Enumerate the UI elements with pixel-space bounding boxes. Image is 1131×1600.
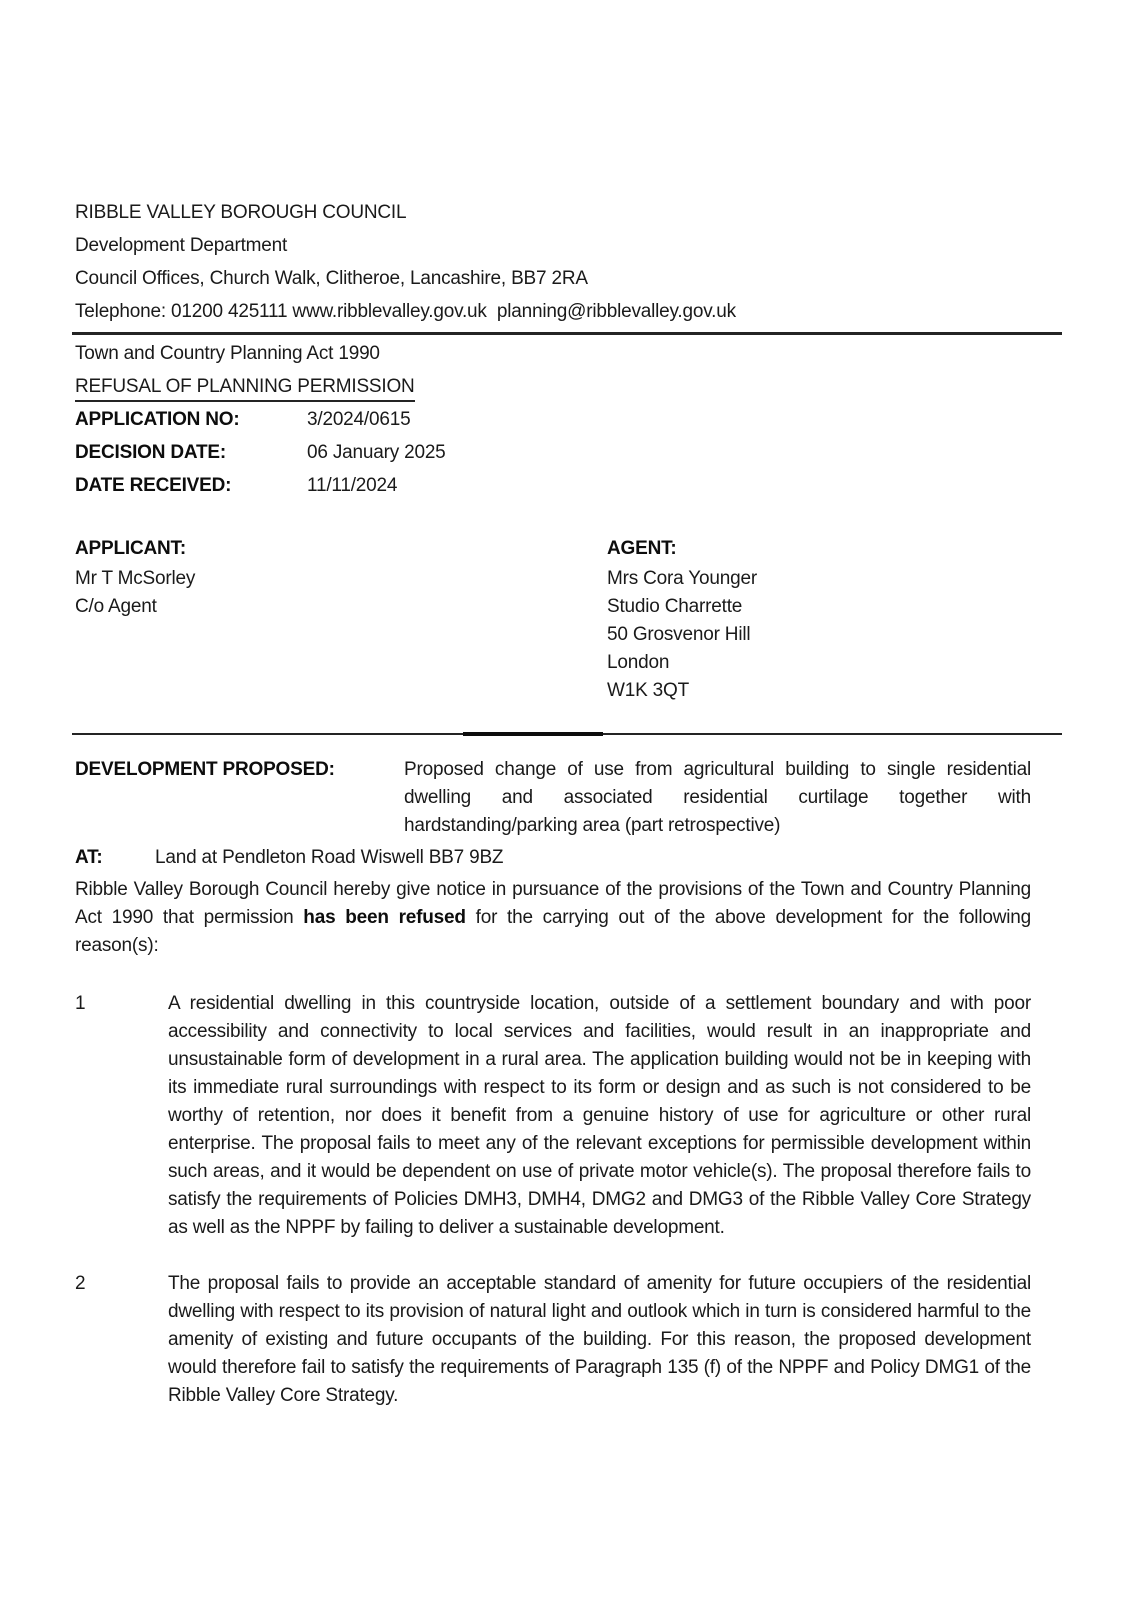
reason-1-text: A residential dwelling in this countryside location, outside of a settlement boundary and with poor accessibility and connectivity to local services and facilities, would result in an inappropriate and unsustainable form of development in a rural area. The application building would not be in keeping with its immediate rural surroundings with respect to its form or design and as such is not considered to be worthy of retention, nor does it benefit from a genuine history of use for agriculture or other rural enterprise. The proposal fails to meet any of the relevant exceptions for permissible development within such areas, and it would be dependent on use of private motor vehicle(s). The proposal therefore fails to satisfy the requirements of Policies DMH3, DMH4, DMG2 and DMG3 of the Ribble Valley Core Strategy as well as the NPPF by failing to deliver a sustainable development.: [168, 993, 1031, 1238]
decision-emphasis: has been refused: [303, 907, 466, 928]
notice-title-text: REFUSAL OF PLANNING PERMISSION: [75, 375, 415, 402]
date-received-label: DATE RECEIVED:: [75, 475, 232, 496]
notice-title: [75, 370, 1031, 403]
agent-block: [607, 532, 1031, 705]
agent-street: 50 Grosvenor Hill: [607, 624, 751, 645]
agent-label: AGENT:: [607, 538, 677, 559]
refusal-reason-1: [75, 990, 1031, 1242]
decision-notice-paragraph: [75, 876, 1031, 960]
act-title: Town and Country Planning Act 1990: [75, 343, 380, 364]
at-label: AT:: [75, 847, 103, 868]
site-address: Land at Pendleton Road Wiswell BB7 9BZ: [155, 847, 504, 868]
letterhead-divider: [72, 332, 1062, 335]
document-content: [75, 196, 1031, 1410]
council-name: RIBBLE VALLEY BOROUGH COUNCIL: [75, 202, 407, 223]
application-no-label: APPLICATION NO:: [75, 409, 240, 430]
applicant-block: [75, 532, 607, 705]
reason-2-text: The proposal fails to provide an acceptable standard of amenity for future occupiers of the residential dwelling with respect to its provision of natural light and outlook which in turn is considered harmful to the amenity of existing and future occupants of the building. For this reason, the proposed development would therefore fail to satisfy the requirements of Paragraph 135 (f) of the NPPF and Policy DMG1 of the Ribble Valley Core Strategy.: [168, 1273, 1031, 1406]
section-divider: [72, 733, 1062, 735]
parties-section: [75, 532, 1031, 705]
applicant-label: APPLICANT:: [75, 538, 186, 559]
agent-city: London: [607, 652, 670, 673]
site-address-row: [75, 844, 1031, 872]
date-received-value: 11/11/2024: [307, 475, 398, 496]
development-proposed-description: Proposed change of use from agricultural building to single residential dwelling and associated residential curtilage together with hardstanding/parking area (part retrospective): [404, 759, 1031, 836]
decision-date-label: DECISION DATE:: [75, 442, 226, 463]
agent-name: Mrs Cora Younger: [607, 568, 757, 589]
section-divider-segment: [463, 732, 603, 736]
reason-2-number: 2: [75, 1273, 86, 1294]
applicant-name: Mr T McSorley: [75, 568, 196, 589]
department-name: Development Department: [75, 235, 288, 256]
decision-date-value: 06 January 2025: [307, 442, 446, 463]
contact-line: Telephone: 01200 425111 www.ribblevalley.gov.uk planning@ribblevalley.gov.uk: [75, 301, 736, 322]
decision-text-pre: Ribble Valley Borough Council hereby give notice in pursuance of the provisions of the Town and Country Planning Act 1990 that permission: [75, 879, 1031, 928]
development-proposed-row: [75, 756, 1031, 840]
letterhead: [75, 196, 1031, 328]
development-proposed-label: DEVELOPMENT PROPOSED:: [75, 759, 335, 780]
decision-text-post: for the carrying out of the above development for the following reason(s):: [75, 907, 1031, 956]
applicant-address-line: C/o Agent: [75, 596, 157, 617]
reference-table: [75, 403, 1031, 502]
office-address: Council Offices, Church Walk, Clitheroe, Lancashire, BB7 2RA: [75, 268, 588, 289]
application-no-value: 3/2024/0615: [307, 409, 411, 430]
agent-company: Studio Charrette: [607, 596, 743, 617]
agent-postcode: W1K 3QT: [607, 680, 690, 701]
reason-1-number: 1: [75, 993, 86, 1014]
refusal-reason-2: [75, 1270, 1031, 1410]
